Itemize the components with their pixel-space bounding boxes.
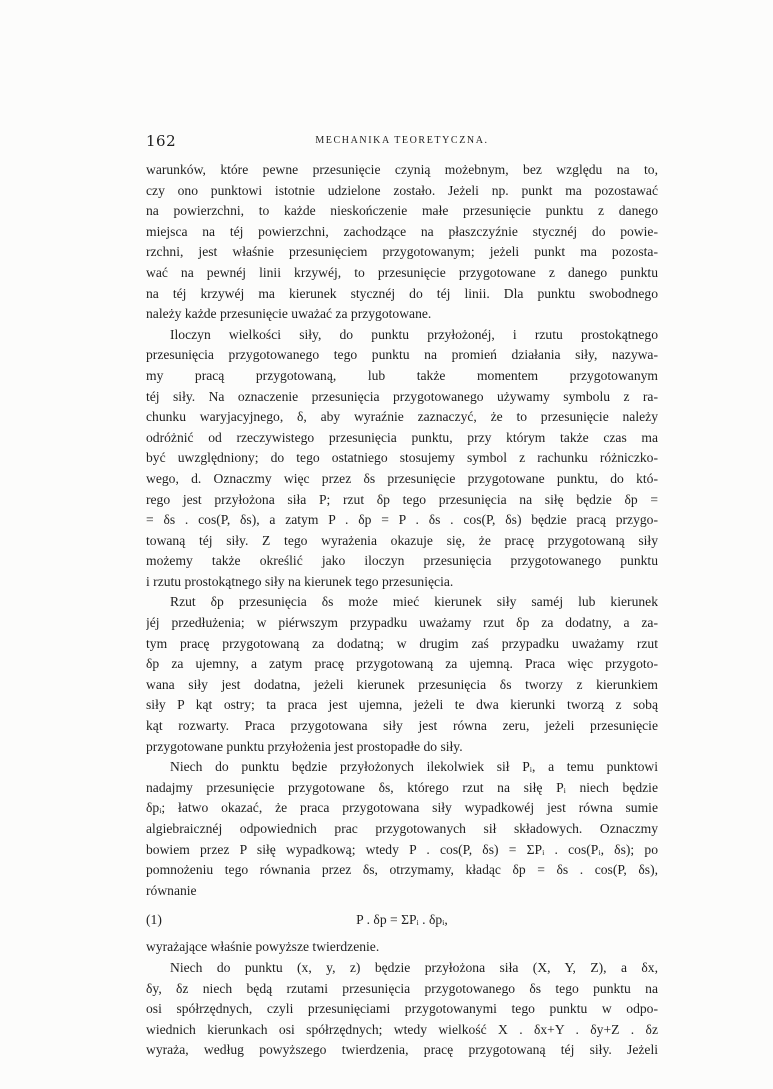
text-line: towaną téj siły. Z tego wyrażenia okazuje się, że pracę przygotowaną siły	[146, 532, 658, 548]
text-line: Rzut δp przesunięcia δs może mieć kierunek siły saméj lub kierunek	[170, 594, 658, 610]
text-line: równanie	[146, 882, 197, 898]
text-line: Niech do punktu będzie przyłożonych ilekolwiek sił Pᵢ, a temu punktowi	[170, 759, 658, 775]
text-line: osi spółrzędnych, czyli przesunięciami przygotowanymi tego punktu w odpo-	[146, 1001, 658, 1017]
text-line: δp za ujemny, a zatym pracę przygotowaną za ujemną. Praca więc przygoto-	[146, 656, 658, 672]
equation	[146, 905, 658, 935]
text-line: warunków, które pewne przesunięcie czynią możebnym, bez względu na to,	[146, 162, 658, 177]
equation-text: P . δp = ΣPᵢ . δpᵢ,	[356, 912, 448, 928]
text-line: być uwzględniony; do tego ostatniego stosujemy symbol z rachunku różniczko-	[146, 450, 658, 466]
text-line: miejsca na téj powierzchni, zachodzące na płaszczyźnie stycznéj do powie-	[146, 223, 658, 239]
text-line: kąt rozwarty. Praca przygotowana siły jest równa zeru, jeżeli przesunięcie	[146, 718, 658, 734]
text-line: δy, δz niech będą rzutami przesunięcia przygotowanego δs tego punktu na	[146, 980, 658, 996]
text-line: tym pracę przygotowaną za dodatną; w drugim zaś przypadku uważamy rzut	[146, 635, 658, 651]
text-line: rzchni, jest właśnie przesunięciem przygotowanym; jeżeli punkt ma pozosta-	[146, 244, 658, 260]
text-line: téj siły. Na oznaczenie przesunięcia przygotowanego używamy symbolu z ra-	[146, 388, 658, 404]
text-line: należy każde przesunięcie uważać za przygotowane.	[146, 306, 432, 322]
text-line: pomnożeniu tego równania przez δs, otrzymamy, kładąc δp = δs . cos(P, δs),	[146, 862, 658, 878]
text-line: przesunięcia przygotowanego tego punktu na promień działania siły, nazywa-	[146, 347, 658, 363]
text-line: wana siły jest dodatna, jeżeli kierunek przesunięcia δs tworzy z kierunkiem	[146, 676, 658, 692]
text-line: my pracą przygotowaną, lub także momentem przygotowanym	[146, 367, 658, 383]
text-line: algiebraicznéj odpowiednich prac przygotowanych sił składowych. Oznaczmy	[146, 821, 658, 836]
text-line: siły P kąt ostry; ta praca jest ujemna, jeżeli te dwa kierunki tworzą z sobą	[146, 697, 658, 713]
body-text	[146, 160, 658, 1061]
text-line: Iloczyn wielkości siły, do punktu przyłożonéj, i rzutu prostokątnego	[170, 326, 658, 342]
text-line: bowiem przez P siłę wypadkową; wtedy P . cos(P, δs) = ΣPᵢ . cos(Pᵢ, δs); po	[146, 841, 658, 857]
text-line: δpᵢ; łatwo okazać, że praca przygotowana siły wypadkowéj jest równa sumie	[146, 800, 658, 816]
text-line: odróżnić od rzeczywistego przesunięcia punktu, przy którym także czas ma	[146, 429, 658, 445]
equation-number: (1)	[146, 912, 162, 928]
text-line: na powierzchni, to każde nieskończenie małe przesunięcie punktu z danego	[146, 203, 658, 219]
text-line: wać na pewnéj linii krzywéj, to przesunięcie przygotowane z danego punktu	[146, 264, 658, 280]
page-header	[146, 132, 658, 152]
text-line: na téj krzywéj ma kierunek stycznéj do téj linii. Dla punktu swobodnego	[146, 285, 658, 301]
text-line: czy ono punktowi istotnie udzielone zostało. Jeżeli np. punkt ma pozostawać	[146, 182, 658, 198]
text-line: i rzutu prostokątnego siły na kierunek tego przesunięcia.	[146, 573, 454, 589]
text-line: wyraża, według powyższego twierdzenia, pracę przygotowaną téj siły. Jeżeli	[146, 1042, 658, 1058]
text-line: nadajmy przesunięcie przygotowane δs, którego rzut na siłę Pᵢ niech będzie	[146, 779, 658, 795]
text-line: wiednich kierunkach osi spółrzędnych; wtedy wielkość X . δx+Y . δy+Z . δz	[146, 1021, 658, 1037]
text-line: wego, d. Oznaczmy więc przez δs przesunięcie przygotowane punktu, do któ-	[146, 470, 658, 486]
running-head: MECHANIKA TEORETYCZNA.	[315, 135, 489, 146]
text-line: przygotowane punktu przyłożenia jest prostopadłe do siły.	[146, 738, 463, 754]
text-line: możemy także określić jako iloczyn przesunięcia przygotowanego punktu	[146, 553, 658, 569]
text-line: Niech do punktu (x, y, z) będzie przyłożona siła (X, Y, Z), a δx,	[170, 959, 658, 975]
text-line: rego jest przyłożona siła P; rzut δp tego przesunięcia na siłę będzie δp =	[146, 491, 658, 507]
text-line: wyrażające właśnie powyższe twierdzenie.	[146, 939, 380, 955]
text-line: chunku waryjacyjnego, δ, aby wyraźnie zaznaczyć, że to przesunięcie należy	[146, 409, 658, 425]
page-number: 162	[146, 132, 177, 150]
text-line: jéj przedłużenia; w piérwszym przypadku uważamy rzut δp za dodatny, a za-	[146, 615, 658, 631]
text-line: = δs . cos(P, δs), a zatym P . δp = P . δs . cos(P, δs) będzie pracą przygo-	[146, 512, 658, 528]
